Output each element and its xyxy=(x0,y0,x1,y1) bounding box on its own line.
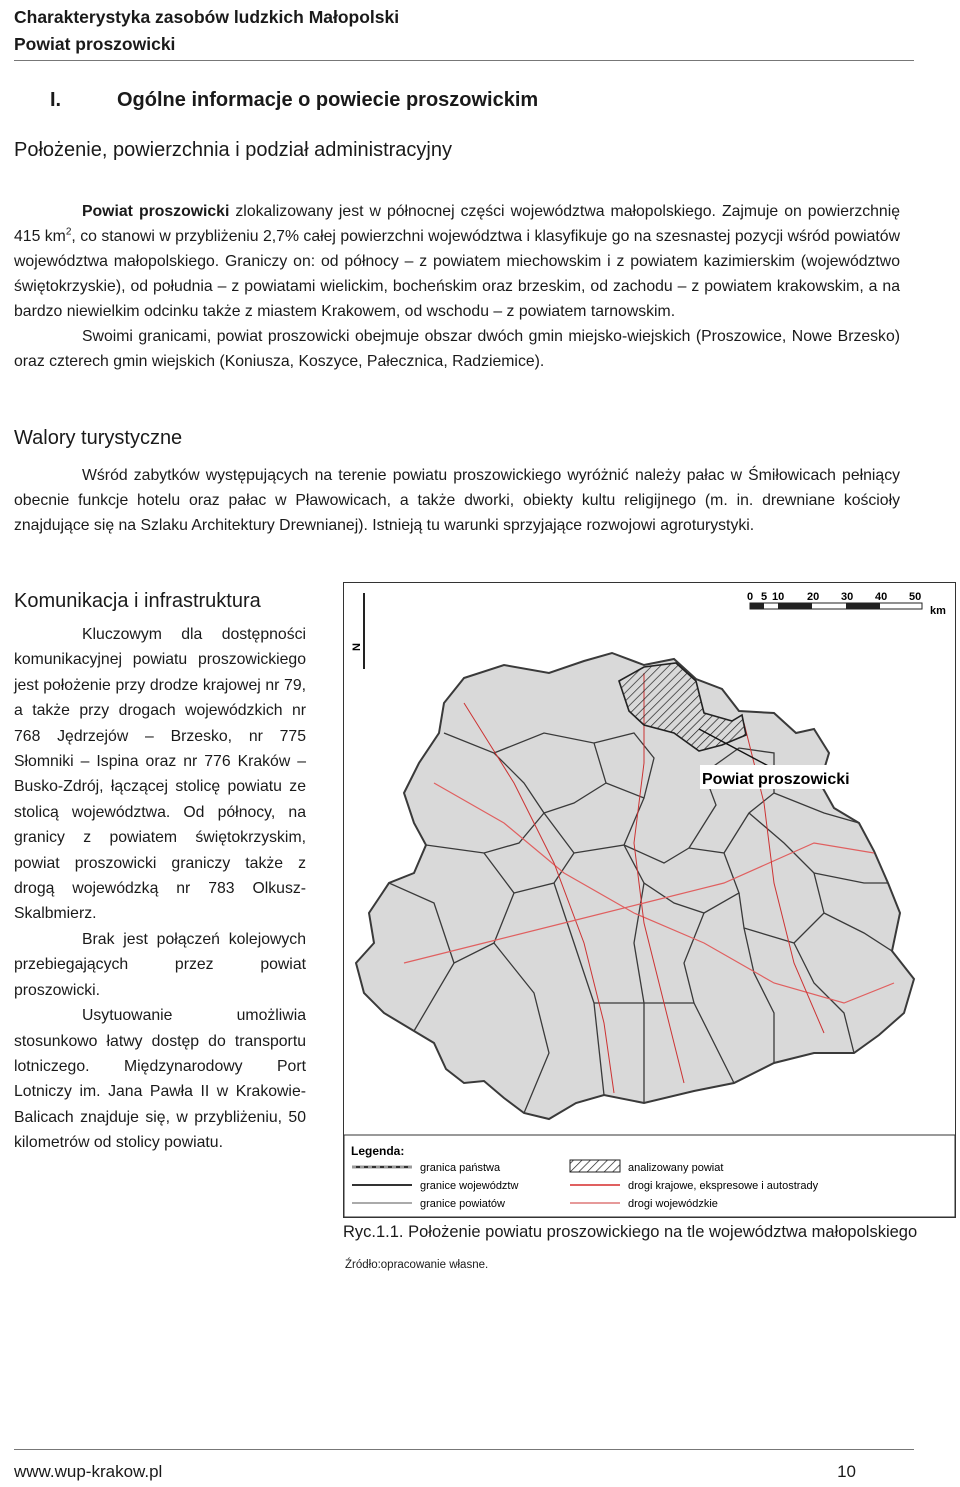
scale-tick: 10 xyxy=(772,591,785,603)
header-subtitle: Powiat proszowicki xyxy=(14,34,176,54)
location-paragraph-2: Swoimi granicami, powiat proszowicki obejmuje obszar dwóch gmin miejsko-wiejskich (Proszowice, Nowe Brzesko) oraz czterech gmin wiejskich (Koniusza, Koszyce, Pałecznica, Radziemice). xyxy=(14,328,900,370)
section-heading xyxy=(50,86,538,114)
page-number: 10 xyxy=(837,1462,856,1481)
header-title: Charakterystyka zasobów ludzkich Małopolski xyxy=(14,7,400,27)
tourism-paragraph: Wśród zabytków występujących na terenie powiatu proszowickiego wyróżnić należy pałac w Śmiłowicach pełniący obecnie funkcje hotelu oraz pałac w Pławowicach, a także dworki, obiekty kultu religijnego (m. in. drewniane kościoły znajdujące się na Szlaku Architektury Drewnianej). Istnieją tu warunki sprzyjające rozwojowi agroturystyki. xyxy=(14,467,900,534)
north-arrow xyxy=(351,593,364,669)
scale-bar xyxy=(747,591,946,617)
header-divider xyxy=(14,60,914,61)
legend-title: Legenda: xyxy=(351,1144,405,1158)
map-legend xyxy=(344,1135,955,1217)
transport-text xyxy=(14,622,306,1156)
scale-tick: 40 xyxy=(875,591,888,603)
figure-caption: Ryc.1.1. Położenie powiatu proszowickiego na tle województwa małopolskiego xyxy=(343,1223,918,1241)
subsection-tourism-heading: Walory turystyczne xyxy=(14,427,183,449)
scale-unit: km xyxy=(930,605,946,617)
scale-tick: 50 xyxy=(909,591,922,603)
north-label: N xyxy=(351,643,363,651)
scale-tick: 0 xyxy=(747,591,754,603)
legend-item: drogi wojewódzkie xyxy=(628,1198,718,1210)
highlight-label: Powiat proszowicki xyxy=(702,771,850,788)
legend-item: drogi krajowe, ekspresowe i autostrady xyxy=(628,1180,819,1192)
subsection-transport-heading: Komunikacja i infrastruktura xyxy=(14,590,261,612)
page-header xyxy=(14,4,914,58)
tourism-text xyxy=(14,463,900,538)
scale-tick: 20 xyxy=(807,591,820,603)
voivodeship-outline xyxy=(356,653,914,1119)
legend-item: granice powiatów xyxy=(420,1198,505,1210)
legend-item: granice województw xyxy=(420,1180,519,1192)
location-text xyxy=(14,199,900,374)
section-number: I. xyxy=(50,89,62,111)
footer-url[interactable]: www.wup-krakow.pl xyxy=(14,1462,163,1481)
transport-paragraph-2: Brak jest połączeń kolejowych przebiegających przez powiat proszowicki. xyxy=(14,930,306,999)
subsection-location-heading: Położenie, powierzchnia i podział administracyjny xyxy=(14,139,452,161)
footer-divider xyxy=(14,1449,914,1450)
location-lead: Powiat proszowicki xyxy=(82,203,230,220)
transport-paragraph-1: Kluczowym dla dostępności komunikacyjnej powiatu proszowickiego jest położenie przy drodze krajowej nr 79, a także przy drogach wojewódzkich nr 768 Jędrzejów – Brzesko, nr 775 Słomniki – Ispina oraz nr 776 Kraków – Busko-Zdrój, łączącej stolicę powiatu ze stolicą województwa. Od północy, na granicy z powiatem świętokrzyskim, powiat proszowicki graniczy także z drogą wojewódzką nr 783 Olkusz-Skalbmierz. xyxy=(14,626,306,923)
location-map xyxy=(343,582,956,1218)
scale-tick: 30 xyxy=(841,591,854,603)
section-title: Ogólne informacje o powiecie proszowickim xyxy=(117,89,539,111)
transport-paragraph-3: Usytuowanie umożliwia stosunkowo łatwy dostęp do transportu lotniczego. Międzynarodowy Port Lotniczy im. Jana Pawła II w Krakowie-Balicach znajduje się, w przybliżeniu, 50 kilometrów od stolicy powiatu. xyxy=(14,1007,306,1152)
legend-item: analizowany powiat xyxy=(628,1162,724,1174)
scale-tick: 5 xyxy=(761,591,768,603)
figure-source: Źródło:opracowanie własne. xyxy=(345,1259,489,1271)
location-paragraph-1: Powiat proszowicki zlokalizowany jest w północnej części województwa małopolskiego. Zajmuje on powierzchnię 415 $km^2$, co stanowi w przybliżeniu 2,7% całej powierzchni województwa i klasyfikuje go na szesnastej pozycji wśród powiatów województwa małopolskiego. Graniczy on: od północy – z powiatem miechowskim i z powiatem kazimierskim (województwo świętokrzyskie), od południa – z powiatami wielickim, bocheńskim oraz brzeskim, od zachodu – z powiatem krakowskim, a na bardzo niewielkim odcinku także z miastem Krakowem, od wschodu – z powiatem tarnowskim. xyxy=(14,203,900,320)
legend-item: granica państwa xyxy=(420,1162,501,1174)
